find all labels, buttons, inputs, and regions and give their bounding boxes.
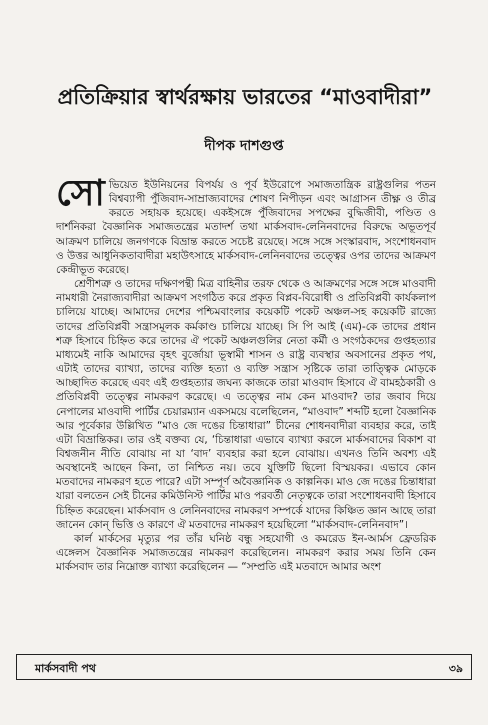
paragraph-1: [56, 178, 436, 277]
paragraph-1-text: ভিয়েত ইউনিয়নের বিপর্যয় ও পূর্ব ইউরোপে সমাজতান্ত্রিক রাষ্ট্রগুলির পতন বিশ্বব্যাপী পুঁজিবাদ-সাম্রাজ্যবাদের শোষণ নিপীড়ন এবং আগ্রাসন তীক্ষ্ণ ও তীব্র করতে সহায়ক হয়েছে। একইসঙ্গে পুঁজিবাদের সপক্ষের বুদ্ধিজীবী, পণ্ডিত ও দার্শনিকরা বৈজ্ঞানিক সমাজতন্ত্রের মতাদর্শ তথা মার্কসবাদ-লেনিনবাদের বিরুদ্ধে অভূতপূর্ব আক্রমণ চালিয়ে জনগণকে বিভ্রান্ত করতে সচেষ্ট রয়েছে। সঙ্গে সঙ্গে সংস্কারবাদ, সংশোধনবাদ ও উত্তর আধুনিকতাবাদীরা মহাউৎসাহে মার্কসবাদ-লেনিনবাদের তত্ত্বের ওপর তাদের আক্রমণ কেন্দ্রীভূত করেছে।: [56, 179, 436, 276]
page-footer: [16, 654, 472, 680]
article-title: প্রতিক্রিয়ার স্বার্থরক্ষায় ভারতের “মাওবাদীরা”: [57, 85, 433, 109]
article-author: দীপক দাশগুপ্ত: [204, 138, 284, 154]
paragraph-2: শ্রেণীশত্রু ও তাদের দক্ষিণপন্থী মিত্র বাহিনীর তরফ থেকে ও আক্রমণের সঙ্গে সঙ্গে মাওবাদী নামধারী নৈরাজ্যবাদীরা আক্রমণ সংগঠিত করে প্রকৃত বিপ্লব-বিরোধী ও প্রতিবিপ্লবী কার্যকলাপ চালিয়ে যাচ্ছে। আমাদের দেশের পশ্চিমবাংলার কয়েকটি পকেট অঞ্চল-সহ কয়েকটি রাজ্যে তাদের প্রতিবিপ্লবী সন্ত্রাসমূলক কর্মকাণ্ড চালিয়ে যাচ্ছে। সি পি আই (এম)-কে তাদের প্রধান শত্রু হিসাবে চিহ্নিত করে তাদের ঐ পকেট অঞ্চলগুলির নেতা কর্মী ও সংগঠকদের গুপ্তহত্যার মাধ্যমেই নাকি আমাদের বৃহৎ বুর্জোয়া ভূস্বামী শাসন ও রাষ্ট্র ব্যবস্থার অবসানের প্রকৃত পথ, এটাই তাদের ব্যাখ্যা, তাদের ব্যক্তি হত্যা ও ব্যক্তি সন্ত্রাস সৃষ্টিকে তারা তাত্ত্বিক মোড়কে আচ্ছাদিত করেছে এবং এই গুপ্তহত্যার জঘন্য কাজকে তারা মাওবাদ হিসাবে ঐ বামহঠকারী ও প্রতিবিপ্লবী তত্ত্বের নামকরণ করেছে। এ তত্ত্বের নাম কেন মাওবাদ? তার জবাব দিয়ে নেপালের মাওবাদী পার্টির চেয়ারম্যান একসময়ে বলেছিলেন, “মাওবাদ” শব্দটি হলো বৈজ্ঞানিক আর পূর্বেকার উল্লিখিত “মাও জে দঙের চিন্তাধারা” চীনের শোধনবাদীরা ব্যবহার করে, তাই এটা বিভ্রান্তিকর। তার ওই বক্তব্য যে, ‘চিন্তাধারা এভাবে ব্যাখ্যা করলে মার্কসবাদের বিকাশ বা বিশ্বজনীন নীতি বোঝায় না যা ‘বাদ’ ব্যবহার করা হলে বোঝায়। এখনও তিনি অবশ্য এই অবস্থানেই আছেন কিনা, তা নিশ্চিত নয়। তবে যুক্তিটি ছিলো বিস্ময়কর। এভাবে কোন মতবাদের নামকরণ হতে পারে? এটা সম্পূর্ণ অবৈজ্ঞানিক ও কাল্পনিক। মাও জে দঙের চিন্তাধারা যারা বলতেন সেই চীনের কমিউনিস্ট পার্টির মাও পরবর্তী নেতৃত্বকে তারা সংশোধনবাদী হিসাবে চিহ্নিত করেছেন। মার্কসবাদ ও লেনিনবাদের নামকরণ সম্পর্কে যাদের কিঞ্চিত জ্ঞান আছে তারা জানেন কোন্ ভিত্তি ও কারণে ঐ মতবাদের নামকরণ হয়েছিলো “মার্কসবাদ-লেনিনবাদ”।: [56, 278, 436, 531]
page-number: ৩৯: [448, 662, 463, 675]
paragraph-3: কার্ল মার্কসের মৃত্যুর পর তাঁর ঘনিষ্ঠ বন্ধু সহযোগী ও কমরেড ইন-আর্মস ফ্রেডরিক এঙ্গেলস বৈজ্ঞানিক সমাজতন্ত্রের নামকরণ করেছিলেন। নামকরণ করার সময় তিনি কেন মার্কসবাদ তার নিম্নোক্ত ব্যাখ্যা করেছিলেন — “সম্প্রতি এই মতবাদে আমার অংশ: [56, 532, 436, 574]
drop-cap: সো: [56, 178, 105, 214]
article-body: [56, 178, 436, 634]
journal-name: মার্কসবাদী পথ: [35, 662, 96, 675]
